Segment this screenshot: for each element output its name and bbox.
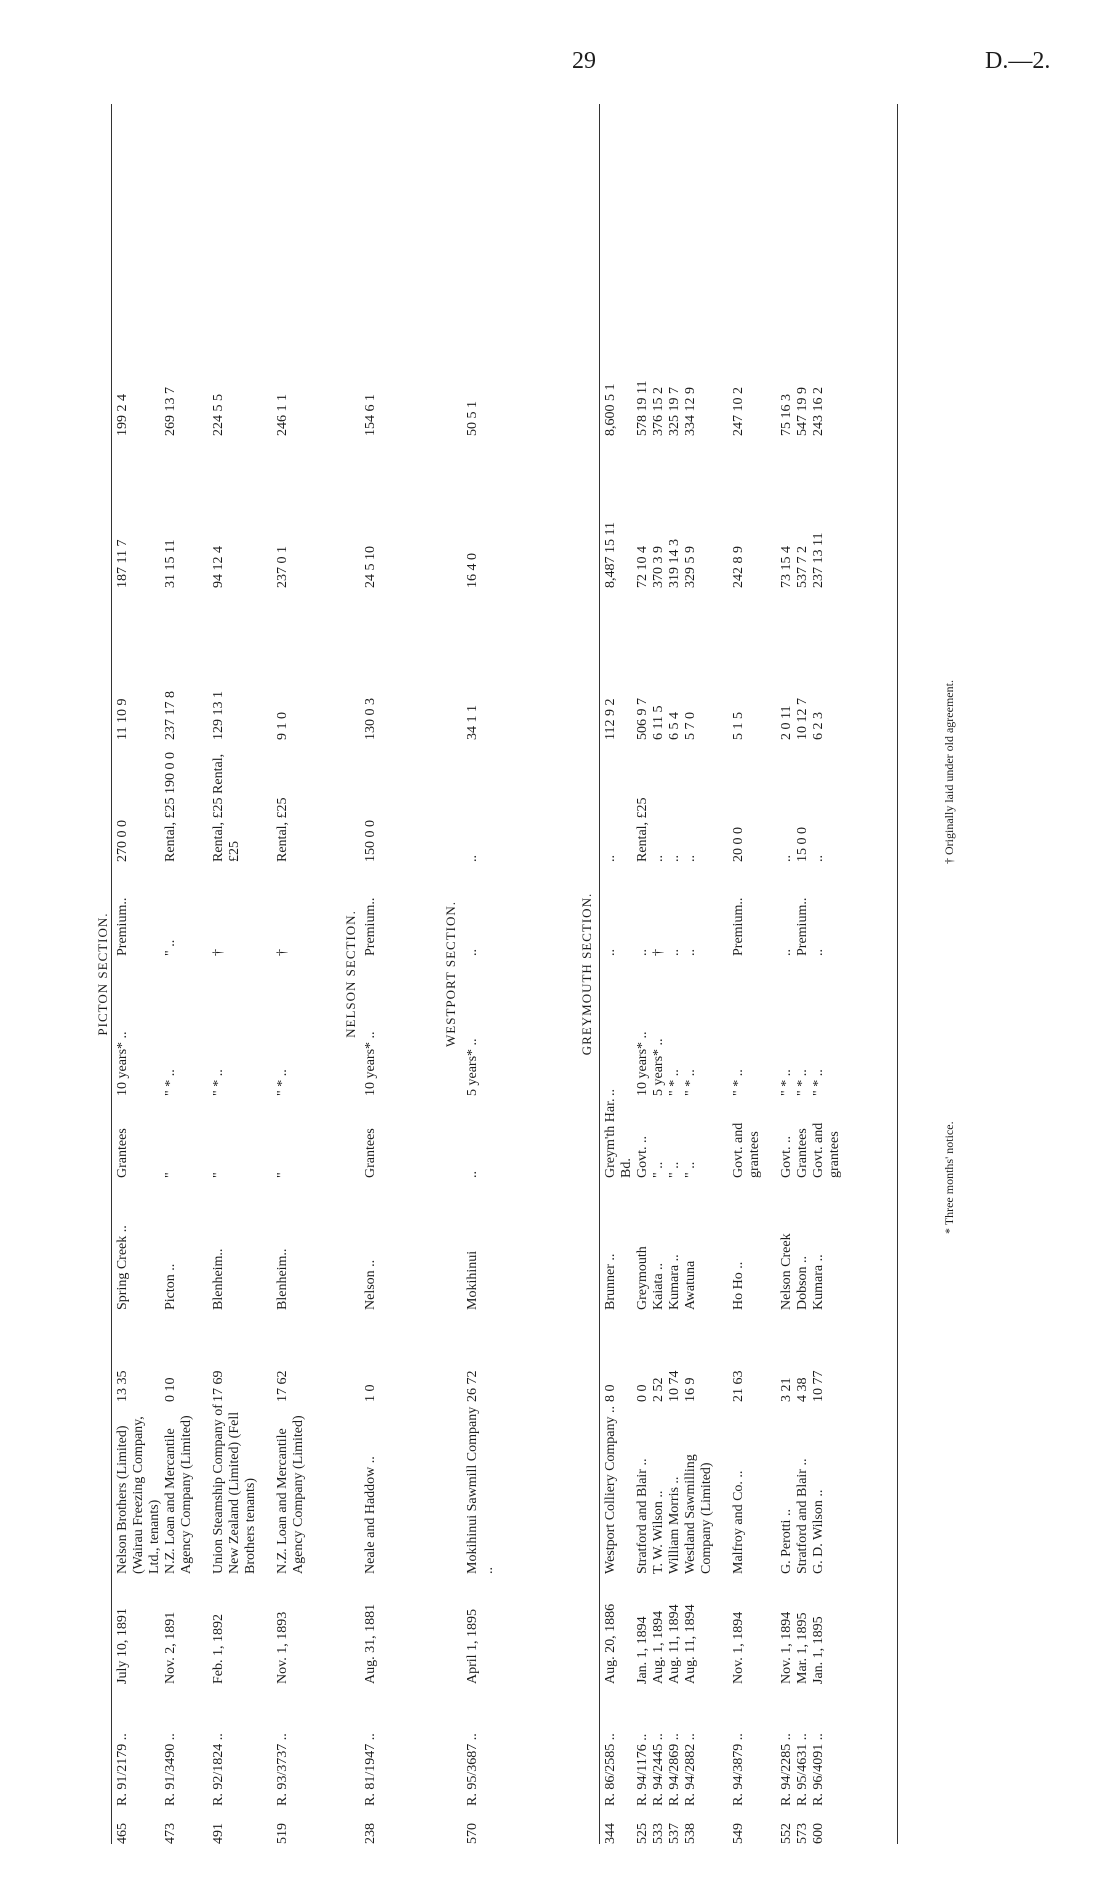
cell: 73 15 4: [779, 546, 794, 588]
table-row: [163, 104, 195, 1844]
cell: 538: [683, 1823, 698, 1844]
cell: 237 17 8: [163, 691, 178, 740]
cell: ..: [465, 1171, 480, 1178]
cell: Awatuna: [683, 1260, 698, 1310]
cell: 16 9: [683, 1377, 698, 1402]
cell: 270 0 0: [115, 820, 130, 862]
table-row: [683, 104, 715, 1844]
cell: 10 years* ..: [363, 1031, 378, 1096]
cell: ..: [603, 1089, 618, 1096]
cell: 506 9 7: [635, 698, 650, 740]
cell: 525: [635, 1823, 650, 1844]
cell: 13 35: [115, 1370, 130, 1402]
cell: ": [211, 1172, 226, 1178]
cell: Aug. 31, 1881: [363, 1603, 378, 1684]
table-row: [795, 104, 811, 1844]
cell: 129 13 1: [211, 691, 226, 740]
cell: 334 12 9: [683, 387, 698, 436]
cell: Blenheim..: [211, 1248, 226, 1310]
cell: Premium..: [115, 897, 130, 956]
cell: ..: [667, 855, 682, 862]
cell: 238: [363, 1823, 378, 1844]
cell: R. 94/2445 ..: [651, 1733, 666, 1806]
cell: 3 21: [779, 1377, 794, 1402]
cell: Blenheim..: [275, 1248, 290, 1310]
cell: Rental, £25 190 0 0: [163, 751, 178, 862]
cell: R. 91/2179 ..: [115, 1733, 130, 1806]
cell: 10 years* ..: [115, 1031, 130, 1096]
cell: Rental, £25: [635, 797, 650, 862]
cell: R. 94/2882 ..: [683, 1733, 698, 1806]
cell: R. 94/1176 ..: [635, 1733, 650, 1806]
cell: Nelson Brothers (Limited) (Wairau Freezing Company, Ltd., tenants): [115, 1416, 162, 1574]
footnote-star: * Three months' notice.: [942, 1121, 956, 1234]
page-number: 29: [572, 48, 596, 74]
cell: 26 72: [465, 1370, 480, 1402]
cell: Spring Creek ..: [115, 1225, 130, 1310]
cell: 242 8 9: [731, 546, 746, 588]
cell: ": [275, 1172, 290, 1178]
cell: 20 0 0: [731, 827, 746, 862]
cell: 10 74: [667, 1370, 682, 1402]
cell: 5 years* ..: [651, 1038, 666, 1096]
cell: ": [163, 1172, 178, 1178]
cell: 187 11 7: [115, 539, 130, 588]
section-title-westport: WESTPORT SECTION.: [443, 901, 458, 1047]
cell: 0 0: [635, 1384, 650, 1402]
cell: 552: [779, 1823, 794, 1844]
cell: Rental, £25 Rental, £25: [211, 753, 242, 862]
cell: 237 13 11: [811, 532, 826, 588]
cell: 10 12 7: [795, 698, 810, 740]
cell: R. 91/3490 ..: [163, 1733, 178, 1806]
cell: 376 15 2: [651, 387, 666, 436]
cell: Nov. 1, 1894: [731, 1611, 746, 1684]
cell: R. 93/3737 ..: [275, 1733, 290, 1806]
cell: ..: [603, 855, 618, 862]
cell: 94 12 4: [211, 546, 226, 588]
table-row: [363, 104, 379, 1844]
cell: Kumara ..: [667, 1254, 682, 1310]
cell: 5 7 0: [683, 712, 698, 740]
cell: 8,600 5 1: [603, 383, 618, 436]
cell: " * ..: [683, 1069, 698, 1096]
document-reference: D.—2.: [985, 48, 1051, 74]
cell: Premium..: [731, 897, 746, 956]
cell: 578 19 11: [635, 380, 650, 436]
cell: ..: [779, 855, 794, 862]
cell: 24 5 10: [363, 546, 378, 588]
table-row: [731, 104, 763, 1844]
table-row: [275, 104, 307, 1844]
cell: Aug. 11, 1894: [683, 1604, 698, 1684]
section-title-nelson: NELSON SECTION.: [343, 910, 358, 1038]
cell: Kumara ..: [811, 1254, 826, 1310]
rule-greymouth: [599, 104, 600, 1844]
cell: ..: [683, 855, 698, 862]
cell: " ..: [651, 1161, 666, 1178]
cell: 573: [795, 1823, 810, 1844]
cell: " ..: [683, 1161, 698, 1178]
cell: R. 81/1947 ..: [363, 1733, 378, 1806]
cell: 50 5 1: [465, 401, 480, 436]
footnote-dagger: † Originally laid under old agreement.: [942, 680, 956, 864]
cell: " * ..: [667, 1069, 682, 1096]
cell: " * ..: [731, 1069, 746, 1096]
cell: Premium..: [795, 897, 810, 956]
cell: 16 4 0: [465, 553, 480, 588]
cell: Malfroy and Co. ..: [731, 1470, 746, 1574]
cell: Aug. 1, 1894: [651, 1610, 666, 1684]
cell: Greym'th Har. Bd.: [603, 1098, 634, 1178]
cell: Govt. and grantees: [731, 1122, 762, 1178]
cell: 243 16 2: [811, 387, 826, 436]
cell: Grantees: [115, 1128, 130, 1178]
section-title-picton: PICTON SECTION.: [95, 912, 110, 1036]
cell: R. 94/2869 ..: [667, 1733, 682, 1806]
cell: 10 years* ..: [635, 1031, 650, 1096]
cell: 570: [465, 1823, 480, 1844]
cell: R. 94/2285 ..: [779, 1733, 794, 1806]
cell: Nov. 2, 1891: [163, 1611, 178, 1684]
cell: ..: [603, 949, 618, 956]
cell: R. 95/3687 ..: [465, 1733, 480, 1806]
cell: 537 7 2: [795, 546, 810, 588]
cell: 6 11 5: [651, 705, 666, 740]
cell: Kaiata ..: [651, 1262, 666, 1310]
cell: N.Z. Loan and Mercantile Agency Company (Limited): [163, 1415, 194, 1574]
cell: Jan. 1, 1894: [635, 1616, 650, 1684]
table-row: [779, 104, 795, 1844]
cell: " * ..: [811, 1069, 826, 1096]
cell: 154 6 1: [363, 394, 378, 436]
cell: 325 19 7: [667, 387, 682, 436]
cell: 600: [811, 1823, 826, 1844]
cell: ..: [465, 855, 480, 862]
cell: 17 62: [275, 1370, 290, 1402]
cell: 15 0 0: [795, 827, 810, 862]
cell: Rental, £25: [275, 797, 290, 862]
cell: 473: [163, 1823, 178, 1844]
cell: 130 0 3: [363, 698, 378, 740]
cell: 547 19 9: [795, 387, 810, 436]
cell: 6 2 3: [811, 712, 826, 740]
cell: Westland Sawmilling Company (Limited): [683, 1454, 714, 1574]
cell: Stratford and Blair ..: [635, 1458, 650, 1574]
cell: 8,487 15 11: [603, 522, 618, 588]
rule-bottom: [897, 104, 898, 1844]
cell: ..: [667, 949, 682, 956]
table-row: [115, 104, 163, 1844]
cell: †: [275, 949, 290, 956]
cell: Aug. 11, 1894: [667, 1604, 682, 1684]
cell: G. D. Wilson ..: [811, 1489, 826, 1574]
cell: 0 10: [163, 1377, 178, 1402]
cell: Govt. ..: [635, 1136, 650, 1178]
cell: 237 0 1: [275, 546, 290, 588]
cell: R. 94/3879 ..: [731, 1733, 746, 1806]
cell: 199 2 4: [115, 394, 130, 436]
cell: 537: [667, 1823, 682, 1844]
cell: 465: [115, 1823, 130, 1844]
table-row: [635, 104, 651, 1844]
cell: Nov. 1, 1894: [779, 1611, 794, 1684]
cell: Feb. 1, 1892: [211, 1614, 226, 1684]
cell: Grantees: [363, 1128, 378, 1178]
cell: 370 3 9: [651, 546, 666, 588]
cell: ..: [779, 949, 794, 956]
cell: 75 16 3: [779, 394, 794, 436]
cell: Brunner ..: [603, 1253, 618, 1310]
cell: 533: [651, 1823, 666, 1844]
cell: 34 1 1: [465, 705, 480, 740]
cell: †: [211, 949, 226, 956]
cell: 549: [731, 1823, 746, 1844]
cell: William Morris ..: [667, 1476, 682, 1574]
cell: 6 5 4: [667, 712, 682, 740]
cell: Union Steamship Company of New Zealand (Limited) (Fell Brothers tenants): [211, 1404, 258, 1574]
cell: Mar. 1, 1895: [795, 1612, 810, 1684]
table-row: [811, 104, 843, 1844]
cell: " ..: [163, 939, 178, 956]
cell: Westport Colliery Company ..: [603, 1405, 618, 1574]
cell: 11 10 9: [115, 698, 130, 740]
table-row: [211, 104, 259, 1844]
cell: Ho Ho ..: [731, 1261, 746, 1310]
cell: " * ..: [163, 1069, 178, 1096]
cell: 269 13 7: [163, 387, 178, 436]
cell: 5 years* ..: [465, 1038, 480, 1096]
table-row: [603, 104, 635, 1844]
cell: 2 52: [651, 1377, 666, 1402]
cell: T. W. Wilson ..: [651, 1490, 666, 1574]
cell: 491: [211, 1823, 226, 1844]
rotated-table: [95, 104, 975, 1844]
cell: R. 96/4091 ..: [811, 1733, 826, 1806]
cell: ..: [651, 855, 666, 862]
cell: ..: [683, 949, 698, 956]
cell: Picton ..: [163, 1263, 178, 1310]
cell: Govt. and grantees: [811, 1122, 842, 1178]
cell: 112 9 2: [603, 698, 618, 740]
rule-top: [111, 104, 112, 1844]
cell: Nov. 1, 1893: [275, 1611, 290, 1684]
cell: Aug. 20, 1886: [603, 1603, 618, 1684]
cell: Premium..: [363, 897, 378, 956]
cell: 21 63: [731, 1370, 746, 1402]
cell: Dobson ..: [795, 1255, 810, 1310]
cell: 224 5 5: [211, 394, 226, 436]
cell: July 10, 1891: [115, 1608, 130, 1684]
cell: 72 10 4: [635, 546, 650, 588]
cell: 8 0: [603, 1384, 618, 1402]
cell: ..: [635, 949, 650, 956]
cell: Neale and Haddow ..: [363, 1456, 378, 1574]
cell: 17 69: [211, 1370, 226, 1402]
cell: 2 0 11: [779, 705, 794, 740]
section-title-greymouth: GREYMOUTH SECTION.: [579, 892, 594, 1056]
cell: G. Perotti ..: [779, 1509, 794, 1574]
cell: Mokihinui: [465, 1250, 480, 1310]
cell: Greymouth: [635, 1246, 650, 1310]
cell: 519: [275, 1823, 290, 1844]
cell: 247 10 2: [731, 387, 746, 436]
cell: Mokihinui Sawmill Company ..: [465, 1406, 496, 1574]
cell: " ..: [667, 1161, 682, 1178]
cell: Jan. 1, 1895: [811, 1616, 826, 1684]
cell: 329 5 9: [683, 546, 698, 588]
cell: 150 0 0: [363, 820, 378, 862]
cell: ..: [811, 855, 826, 862]
cell: 1 0: [363, 1384, 378, 1402]
cell: ..: [465, 949, 480, 956]
cell: ..: [811, 949, 826, 956]
cell: 5 1 5: [731, 712, 746, 740]
cell: Stratford and Blair ..: [795, 1458, 810, 1574]
table-row: [667, 104, 683, 1844]
cell: 10 77: [811, 1370, 826, 1402]
cell: N.Z. Loan and Mercantile Agency Company (Limited): [275, 1415, 306, 1574]
table-row: [651, 104, 667, 1844]
cell: R. 92/1824 ..: [211, 1733, 226, 1806]
cell: 319 14 3: [667, 539, 682, 588]
cell: Grantees: [795, 1128, 810, 1178]
cell: 31 15 11: [163, 539, 178, 588]
cell: Nelson Creek: [779, 1233, 794, 1310]
cell: 4 38: [795, 1377, 810, 1402]
cell: 246 1 1: [275, 394, 290, 436]
cell: 344: [603, 1823, 618, 1844]
cell: Nelson ..: [363, 1259, 378, 1310]
cell: " * ..: [211, 1069, 226, 1096]
cell: 9 1 0: [275, 712, 290, 740]
cell: R. 86/2585 ..: [603, 1733, 618, 1806]
cell: †: [651, 949, 666, 956]
cell: " * ..: [275, 1069, 290, 1096]
table-row: [465, 104, 497, 1844]
cell: Govt. ..: [779, 1136, 794, 1178]
cell: " * ..: [779, 1069, 794, 1096]
cell: April 1, 1895: [465, 1608, 480, 1684]
cell: R. 95/4631 ..: [795, 1733, 810, 1806]
cell: " * ..: [795, 1069, 810, 1096]
